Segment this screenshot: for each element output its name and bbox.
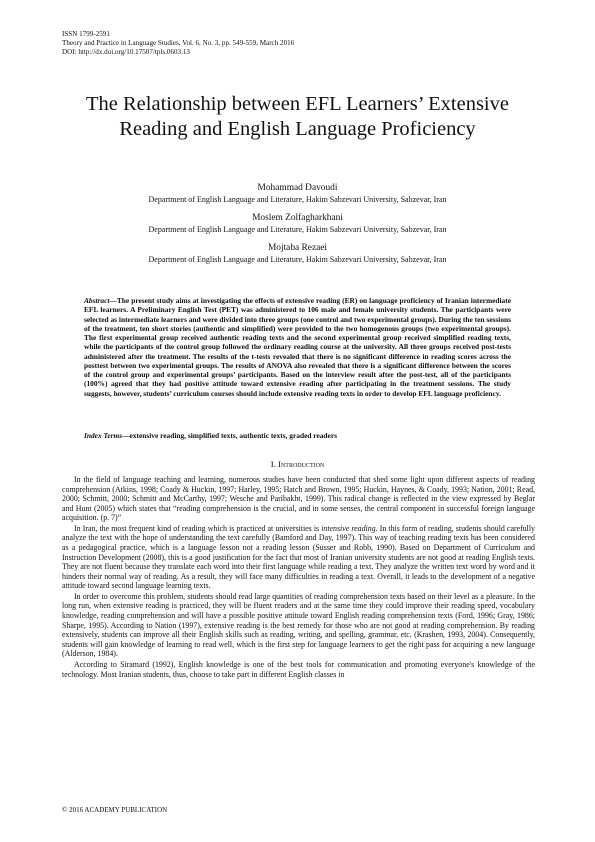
index-terms <box>84 431 511 440</box>
author-block <box>60 242 535 265</box>
body-paragraph <box>62 524 535 591</box>
author-block <box>60 182 535 205</box>
paragraph-text-start: In Iran, the most frequent kind of reading which is practiced at universities is <box>74 523 322 533</box>
abstract <box>84 296 511 398</box>
emphasized-term: intensive reading <box>321 523 376 533</box>
issn-line: ISSN 1799-2591 <box>62 30 110 38</box>
paragraph-text-end: . In this form of reading, students should carefully analyze the text with the hope of understanding the text carefully (Bamford and Day, 1997). This way of teaching reading texts has been considered as a pedagogical practice, which is a language lesson not a reading lesson (Susser and Robb, 1990). Based on Department of Curriculum and Instruction Development (2008), this is a good justification for the fact that most of Iranian university students are not good at reading English texts. They are not fluent because they translate each word into their first language while reading a text. They analyze the written text word by word and it hinders their normal way of reading. As a result, they will face many difficulties in reading a text. Overall, it leads to the development of a negative attitude toward second language learning texts. <box>62 523 535 591</box>
journal-header <box>62 30 294 57</box>
author-affiliation: Department of English Language and Literature, Hakim Sabzevari University, Sabzevar, Iran <box>148 255 447 264</box>
page-footer: © 2016 ACADEMY PUBLICATION <box>62 806 168 814</box>
body-paragraph: In the field of language teaching and learning, numerous studies have been conducted that shed some light upon different aspects of reading comprehension (Atkins, 1998; Coady & Huckin, 1997; Harley, 1995; Hatch and Brown, 1995; Huckin, Haynes, & Coady, 1993; Nation, 2001; Read, 2000; Schmitt, 2000; Schmitt and McCarthy, 1997; Wesche and Paribakht, 1999). This radical change is reflected in the view expressed by Beglar and Hunt (2005) which states that “reading comprehension is the crucial, and in some senses, the central component in successful foreign language acquisition. (p. 7)” <box>62 475 535 523</box>
paper-title: The Relationship between EFL Learners’ Extensive Reading and English Language Proficiency <box>86 93 509 140</box>
author-list <box>60 182 535 272</box>
author-name: Moslem Zolfagharkhani <box>252 213 343 223</box>
author-name: Mohammad Davoudi <box>257 183 338 193</box>
author-block <box>60 212 535 235</box>
author-name: Mojtaba Rezaei <box>267 243 328 253</box>
author-affiliation: Department of English Language and Literature, Hakim Sabzevari University, Sabzevar, Iran <box>148 195 447 204</box>
abstract-label: Abstract <box>84 296 110 305</box>
index-terms-text: —extensive reading, simplified texts, authentic texts, graded readers <box>122 431 337 440</box>
body-paragraph: In order to overcome this problem, students should read large quantities of reading comprehension texts based on their level as a pleasure. In the long run, when extensive reading is practiced, they will be fluent readers and at the same time they could improve their reading speed, vocabulary knowledge, reading comprehension and will have a possible positive attitude toward English reading comprehension texts (Ford, 1996; Gray, 1986; Sharpe, 1995). According to Nation (1997), extensive reading is the best remedy for those who are not good at reading comprehension. By reading extensively, students can improve all their English skills such as reading, writing, and spelling, grammar, etc. (Krashen, 1993, 2004). Consequently, students will gain knowledge of learning to read well, which is the first step for language learners to get the right pass for acquiring a new language (Alderson, 1984). <box>62 591 535 659</box>
abstract-text: —The present study aims at investigating the effects of extensive reading (ER) on language proficiency of Iranian intermediate EFL learners. A Preliminary English Test (PET) was administered to 106 male and female university students. The participants were selected as intermediate learners and were divided into three groups (one control and two experimental groups). During the ten sessions of the treatment, ten short stories (authentic and simplified) were provided to the two homogenous groups (two experimental groups). The first experimental group received authentic reading texts and the second experimental group received simplified reading texts, while the participants of the control group followed the ordinary reading course at the university. All three groups received post-tests administered after the treatment. The results of the t-tests revealed that there is no significant difference in reading scores across the posttest between two experimental groups. The results of ANOVA also revealed that there is a significant difference between the scores of the control group and experimental groups’ participants. Based on the interview result after the post-test, all of the participants (100%) agreed that they had positive attitude toward extensive reading after participating in the treatment sessions. The study suggests, however, students’ curriculum courses should include extensive reading texts in order to develop EFL language proficiency. <box>84 296 511 398</box>
doi-line: DOI: http://dx.doi.org/10.17507/tpls.0603.13 <box>62 48 190 56</box>
author-affiliation: Department of English Language and Literature, Hakim Sabzevari University, Sabzevar, Iran <box>148 225 447 234</box>
index-terms-label: Index Terms <box>84 431 123 440</box>
body-text <box>62 475 535 680</box>
section-heading: I. Introduction <box>270 459 325 469</box>
body-paragraph: According to Siramard (1992), English knowledge is one of the best tools for communication and promoting everyone's knowledge of the technology. Most Iranian students, thus, choose to take part in different English classes in <box>62 659 535 679</box>
journal-citation-line: Theory and Practice in Language Studies, Vol. 6, No. 3, pp. 549-559, March 2016 <box>62 39 295 47</box>
